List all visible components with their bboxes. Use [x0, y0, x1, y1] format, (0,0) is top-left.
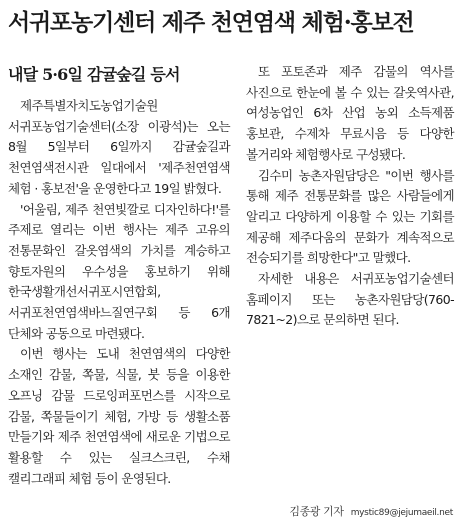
article-paragraph-6: 자세한 내용은 서귀포농업기술센터 홈페이지 또는 농촌자원담당(760-7821~2)으로 문의하면 된다. [246, 271, 454, 328]
article-byline [289, 503, 453, 519]
article-headline: 서귀포농기센터 제주 천연염색 체험·홍보전 [8, 9, 414, 36]
article-subheadline: 내달 5·6일 감귤숲길 등서 [8, 65, 180, 84]
byline-author: 김종광 기자 [289, 505, 344, 518]
article-paragraph-5: 김수미 농촌자원담당은 "이번 행사를 통해 제주 전통문화를 많은 사람들에게 알리고 다양하게 이용할 수 있는 기회를 제공해 제주다움의 문화가 계속적으로 전승되기를 희망한다"고 말했다. [246, 167, 454, 266]
article-paragraph-2: '어울림, 제주 천연빛깔로 디자인하다!'를 주제로 열리는 이번 행사는 제주 고유의 전통문화인 갈옷염색의 가치를 계승하고 향토자원의 우수성을 홍보하기 위해 한국생활개선서귀포시연합회, 서귀포천연염색바느질연구회 등 6개 단체와 공동으로 마련됐다. [8, 201, 230, 341]
article-paragraph-4: 또 포토존과 제주 감물의 역사를 사진으로 한눈에 볼 수 있는 갈옷역사관, 여성농업인 6차 산업 농외 소득제품 홍보관, 수제차 무료시음 등 다양한 볼거리와 체험행사로 구성됐다. [246, 64, 454, 162]
byline-email: mystic89@jejumaeil.net [350, 508, 453, 518]
article-paragraph-1: 제주특별자치도농업기술원 서귀포농업기술센터(소장 이광석)는 오는 8월 5일부터 6일까지 감귤숲길과 천연염색전시관 일대에서 '제주천연염색 체험 · 홍보전'을 운영한다고 19일 밝혔다. [8, 98, 230, 196]
article-paragraph-3: 이번 행사는 도내 천연염색의 다양한 소재인 감물, 쪽물, 식물, 붓 등을 이용한 오프닝 감물 드로잉퍼포먼스를 시작으로 감물, 쪽물들이기 체험, 가방 등 생활소품 만들기와 제주 천연염색에 새로운 기법으로 활용할 수 있는 실크스크린, 수채 캘리그래피 체험 등이 운영된다. [8, 346, 230, 486]
article-column-right [246, 62, 454, 331]
article-column-left [8, 62, 230, 489]
